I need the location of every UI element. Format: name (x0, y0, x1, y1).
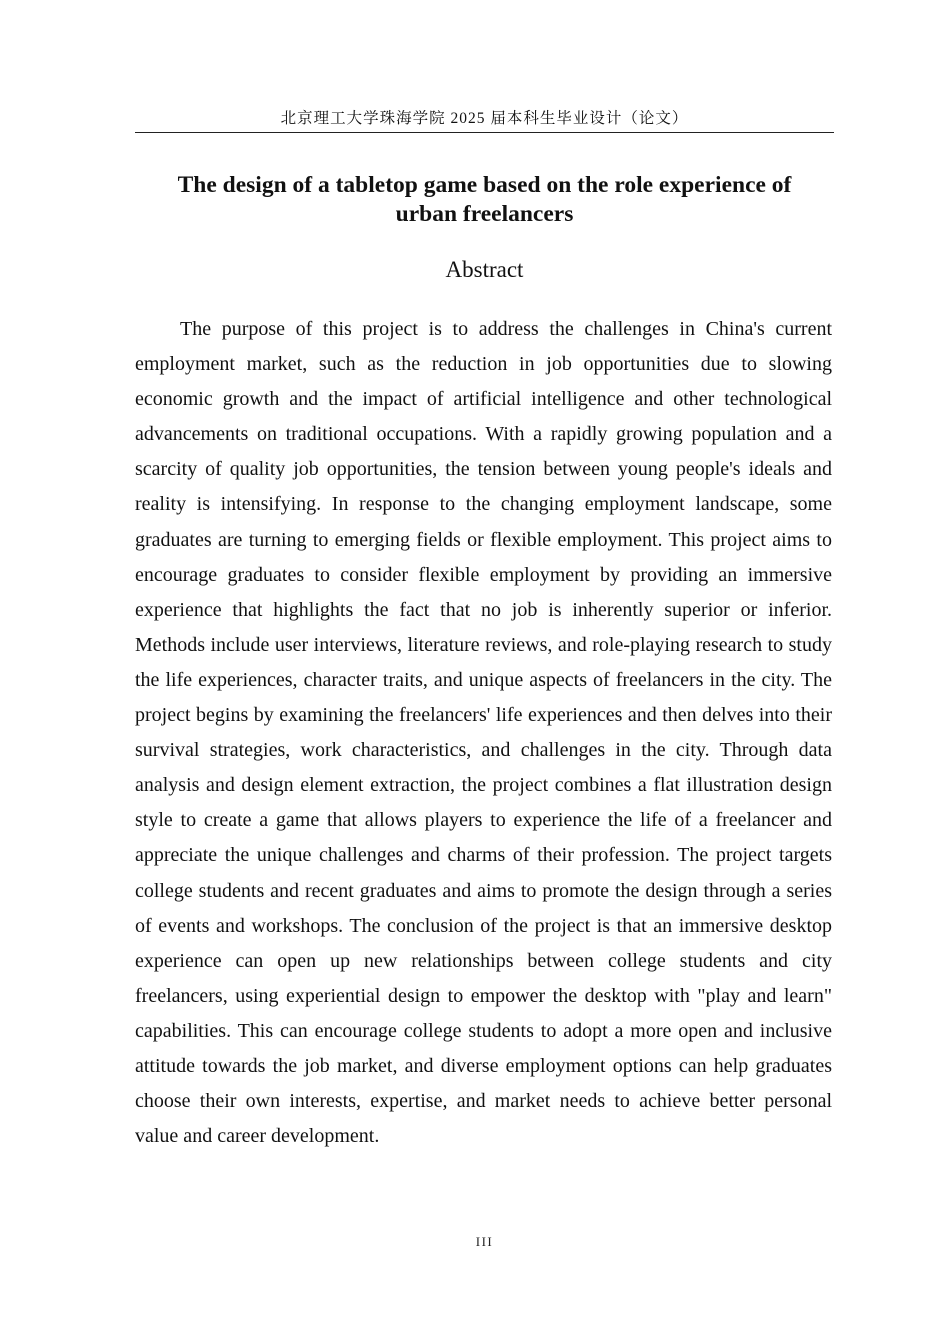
abstract-body: The purpose of this project is to address the challenges in China's current employment market, such as the reduction in job opportunities due to slowing economic growth and the impact of artificial intelligence and other technological advancements on traditional occupations. With a rapidly growing population and a scarcity of quality job opportunities, the tension between young people's ideals and reality is intensifying. In response to the changing employment landscape, some graduates are turning to emerging fields or flexible employment. This project aims to encourage graduates to consider flexible employment by providing an immersive experience that highlights the fact that no job is inherently superior or inferior. Methods include user interviews, literature reviews, and role-playing research to study the life experiences, character traits, and unique aspects of freelancers in the city. The project begins by examining the freelancers' life experiences and then delves into their survival strategies, work characteristics, and challenges in the city. Through data analysis and design element extraction, the project combines a flat illustration design style to create a game that allows players to experience the life of a freelancer and appreciate the unique challenges and charms of their profession. The project targets college students and recent graduates and aims to promote the design through a series of events and workshops. The conclusion of the project is that an immersive desktop experience can open up new relationships between college students and city freelancers, using experiential design to empower the desktop with "play and learn" capabilities. This can encourage college students to adopt a more open and inclusive attitude towards the job market, and diverse employment options can help graduates choose their own interests, expertise, and market needs to achieve better personal value and career development. (135, 318, 832, 1148)
thesis-title (135, 171, 834, 229)
thesis-title-line-2: urban freelancers (395, 201, 574, 227)
abstract-heading: Abstract (445, 257, 524, 282)
page-number: III (475, 1234, 494, 1249)
page-header (135, 108, 834, 133)
thesis-title-line-1: The design of a tabletop game based on the role experience of (177, 172, 792, 198)
page-header-text: 北京理工大学珠海学院 2025 届本科生毕业设计（论文） (280, 110, 689, 127)
